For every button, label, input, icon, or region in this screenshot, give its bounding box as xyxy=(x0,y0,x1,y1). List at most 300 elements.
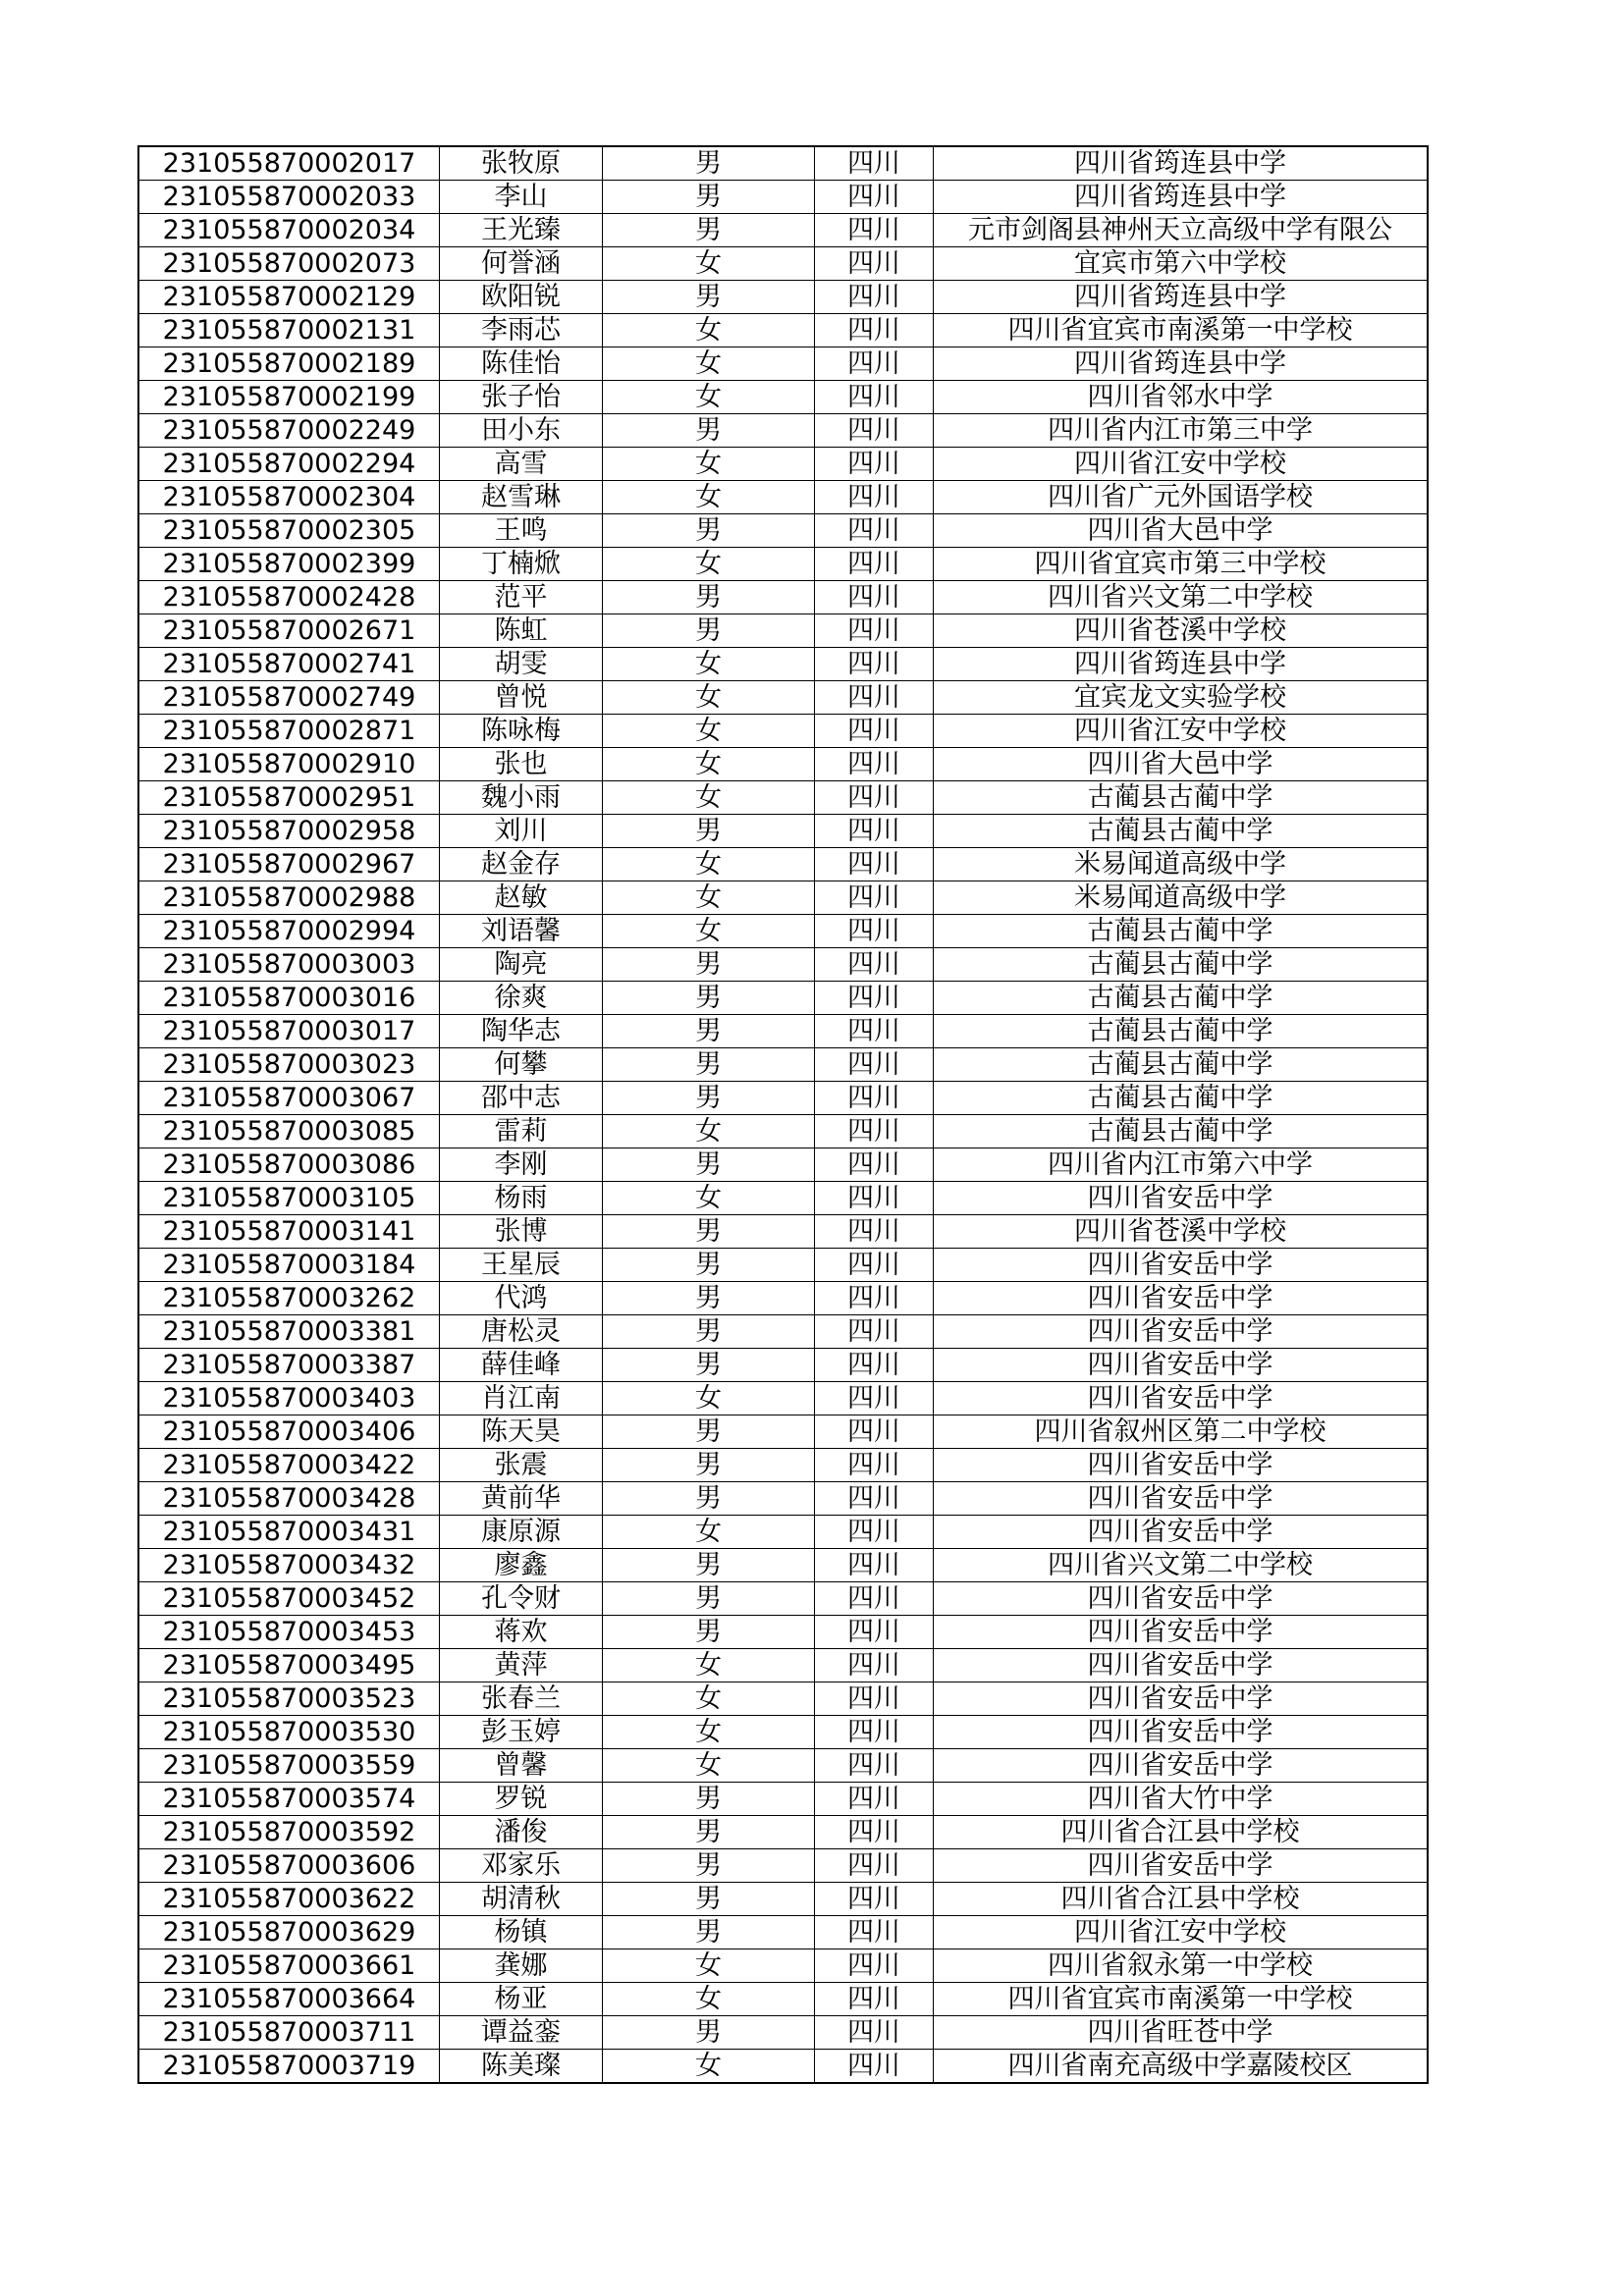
school-name-cell: 四川省大邑中学 xyxy=(934,748,1429,781)
gender-cell: 女 xyxy=(603,448,815,481)
candidate-id-cell: 231055870003622 xyxy=(138,1883,440,1916)
candidate-id-cell: 231055870003381 xyxy=(138,1315,440,1349)
student-name-cell: 薛佳峰 xyxy=(440,1349,603,1382)
candidate-id-cell: 231055870003574 xyxy=(138,1783,440,1816)
student-name-cell: 田小东 xyxy=(440,414,603,448)
candidate-id-cell: 231055870002131 xyxy=(138,314,440,347)
student-name-cell: 代鸿 xyxy=(440,1282,603,1315)
school-name-cell: 四川省叙永第一中学校 xyxy=(934,1949,1429,1983)
table-row xyxy=(138,881,1428,915)
student-name-cell: 陈佳怡 xyxy=(440,347,603,381)
province-cell: 四川 xyxy=(815,1015,934,1048)
gender-cell: 女 xyxy=(603,548,815,581)
province-cell: 四川 xyxy=(815,948,934,982)
table-row xyxy=(138,1716,1428,1749)
student-name-cell: 李刚 xyxy=(440,1148,603,1182)
gender-cell: 女 xyxy=(603,347,815,381)
candidate-id-cell: 231055870003017 xyxy=(138,1015,440,1048)
student-name-cell: 陈虹 xyxy=(440,614,603,648)
table-row xyxy=(138,748,1428,781)
table-row xyxy=(138,1249,1428,1282)
school-name-cell: 四川省安岳中学 xyxy=(934,1582,1429,1616)
gender-cell: 女 xyxy=(603,381,815,414)
table-row xyxy=(138,1115,1428,1148)
school-name-cell: 四川省苍溪中学校 xyxy=(934,1215,1429,1249)
gender-cell: 男 xyxy=(603,815,815,848)
province-cell: 四川 xyxy=(815,146,934,181)
table-row xyxy=(138,247,1428,281)
candidate-id-cell: 231055870002189 xyxy=(138,347,440,381)
province-cell: 四川 xyxy=(815,848,934,881)
gender-cell: 男 xyxy=(603,1916,815,1949)
candidate-id-cell: 231055870002073 xyxy=(138,247,440,281)
gender-cell: 男 xyxy=(603,1849,815,1883)
province-cell: 四川 xyxy=(815,915,934,948)
province-cell: 四川 xyxy=(815,1582,934,1616)
gender-cell: 女 xyxy=(603,1516,815,1549)
school-name-cell: 古蔺县古蔺中学 xyxy=(934,781,1429,815)
student-name-cell: 肖江南 xyxy=(440,1382,603,1415)
province-cell: 四川 xyxy=(815,1749,934,1783)
candidate-id-cell: 231055870002988 xyxy=(138,881,440,915)
school-name-cell: 四川省筠连县中学 xyxy=(934,347,1429,381)
student-name-cell: 邵中志 xyxy=(440,1082,603,1115)
candidate-id-cell: 231055870003559 xyxy=(138,1749,440,1783)
school-name-cell: 元市剑阁县神州天立高级中学有限公 xyxy=(934,214,1429,247)
school-name-cell: 四川省安岳中学 xyxy=(934,1849,1429,1883)
table-row xyxy=(138,1649,1428,1682)
candidate-id-cell: 231055870003085 xyxy=(138,1115,440,1148)
gender-cell: 男 xyxy=(603,1148,815,1182)
student-name-cell: 陈美璨 xyxy=(440,2050,603,2084)
student-name-cell: 黄萍 xyxy=(440,1649,603,1682)
gender-cell: 男 xyxy=(603,1315,815,1349)
table-row xyxy=(138,614,1428,648)
table-row xyxy=(138,1582,1428,1616)
candidate-id-cell: 231055870003606 xyxy=(138,1849,440,1883)
school-name-cell: 四川省叙州区第二中学校 xyxy=(934,1415,1429,1449)
student-name-cell: 范平 xyxy=(440,581,603,614)
student-name-cell: 王鸣 xyxy=(440,514,603,548)
gender-cell: 男 xyxy=(603,181,815,214)
gender-cell: 男 xyxy=(603,214,815,247)
table-row xyxy=(138,481,1428,514)
candidate-id-cell: 231055870003661 xyxy=(138,1949,440,1983)
candidate-id-cell: 231055870003664 xyxy=(138,1983,440,2016)
student-name-cell: 胡清秋 xyxy=(440,1883,603,1916)
school-name-cell: 四川省兴文第二中学校 xyxy=(934,581,1429,614)
school-name-cell: 四川省邻水中学 xyxy=(934,381,1429,414)
gender-cell: 女 xyxy=(603,1949,815,1983)
table-row xyxy=(138,948,1428,982)
student-name-cell: 廖鑫 xyxy=(440,1549,603,1582)
candidate-id-cell: 231055870003495 xyxy=(138,1649,440,1682)
candidate-id-cell: 231055870002129 xyxy=(138,281,440,314)
province-cell: 四川 xyxy=(815,214,934,247)
candidate-id-cell: 231055870003016 xyxy=(138,982,440,1015)
table-row xyxy=(138,1215,1428,1249)
gender-cell: 女 xyxy=(603,1115,815,1148)
table-row xyxy=(138,1349,1428,1382)
student-name-cell: 王光臻 xyxy=(440,214,603,247)
school-name-cell: 四川省兴文第二中学校 xyxy=(934,1549,1429,1582)
student-name-cell: 赵敏 xyxy=(440,881,603,915)
table-row xyxy=(138,146,1428,181)
school-name-cell: 四川省安岳中学 xyxy=(934,1682,1429,1716)
gender-cell: 男 xyxy=(603,2016,815,2050)
province-cell: 四川 xyxy=(815,481,934,514)
school-name-cell: 四川省安岳中学 xyxy=(934,1449,1429,1482)
table-row xyxy=(138,815,1428,848)
gender-cell: 女 xyxy=(603,648,815,681)
table-row xyxy=(138,781,1428,815)
school-name-cell: 古蔺县古蔺中学 xyxy=(934,1048,1429,1082)
table-row xyxy=(138,347,1428,381)
student-name-cell: 张震 xyxy=(440,1449,603,1482)
gender-cell: 男 xyxy=(603,514,815,548)
province-cell: 四川 xyxy=(815,1182,934,1215)
table-row xyxy=(138,448,1428,481)
school-name-cell: 四川省宜宾市南溪第一中学校 xyxy=(934,1983,1429,2016)
table-row xyxy=(138,1616,1428,1649)
table-row xyxy=(138,648,1428,681)
table-row xyxy=(138,414,1428,448)
table-row xyxy=(138,381,1428,414)
school-name-cell: 四川省内江市第三中学 xyxy=(934,414,1429,448)
school-name-cell: 四川省筠连县中学 xyxy=(934,181,1429,214)
school-name-cell: 古蔺县古蔺中学 xyxy=(934,1115,1429,1148)
gender-cell: 男 xyxy=(603,1616,815,1649)
student-name-cell: 欧阳锐 xyxy=(440,281,603,314)
province-cell: 四川 xyxy=(815,1048,934,1082)
student-name-cell: 陈咏梅 xyxy=(440,715,603,748)
candidate-id-cell: 231055870002910 xyxy=(138,748,440,781)
gender-cell: 男 xyxy=(603,1482,815,1516)
gender-cell: 男 xyxy=(603,281,815,314)
gender-cell: 女 xyxy=(603,1182,815,1215)
table-row xyxy=(138,715,1428,748)
student-name-cell: 刘川 xyxy=(440,815,603,848)
school-name-cell: 四川省安岳中学 xyxy=(934,1349,1429,1382)
table-row xyxy=(138,681,1428,715)
table-row xyxy=(138,1382,1428,1415)
student-name-cell: 潘俊 xyxy=(440,1816,603,1849)
candidate-id-cell: 231055870002994 xyxy=(138,915,440,948)
candidate-id-cell: 231055870002967 xyxy=(138,848,440,881)
school-name-cell: 四川省安岳中学 xyxy=(934,1749,1429,1783)
table-row xyxy=(138,514,1428,548)
table-row xyxy=(138,1015,1428,1048)
province-cell: 四川 xyxy=(815,715,934,748)
gender-cell: 女 xyxy=(603,314,815,347)
candidate-id-cell: 231055870002017 xyxy=(138,146,440,181)
gender-cell: 女 xyxy=(603,715,815,748)
gender-cell: 男 xyxy=(603,146,815,181)
table-row xyxy=(138,181,1428,214)
province-cell: 四川 xyxy=(815,1883,934,1916)
province-cell: 四川 xyxy=(815,681,934,715)
province-cell: 四川 xyxy=(815,514,934,548)
province-cell: 四川 xyxy=(815,1783,934,1816)
student-name-cell: 雷莉 xyxy=(440,1115,603,1148)
gender-cell: 女 xyxy=(603,2050,815,2084)
school-name-cell: 古蔺县古蔺中学 xyxy=(934,982,1429,1015)
school-name-cell: 四川省安岳中学 xyxy=(934,1716,1429,1749)
gender-cell: 女 xyxy=(603,1749,815,1783)
candidate-id-cell: 231055870003262 xyxy=(138,1282,440,1315)
school-name-cell: 古蔺县古蔺中学 xyxy=(934,948,1429,982)
gender-cell: 男 xyxy=(603,1249,815,1282)
gender-cell: 男 xyxy=(603,414,815,448)
school-name-cell: 古蔺县古蔺中学 xyxy=(934,1082,1429,1115)
province-cell: 四川 xyxy=(815,1983,934,2016)
student-name-cell: 王星辰 xyxy=(440,1249,603,1282)
candidate-id-cell: 231055870003523 xyxy=(138,1682,440,1716)
candidate-id-cell: 231055870003719 xyxy=(138,2050,440,2084)
candidate-id-cell: 231055870002749 xyxy=(138,681,440,715)
table-row xyxy=(138,1182,1428,1215)
candidate-id-cell: 231055870003003 xyxy=(138,948,440,982)
candidate-id-cell: 231055870003422 xyxy=(138,1449,440,1482)
gender-cell: 女 xyxy=(603,681,815,715)
province-cell: 四川 xyxy=(815,1549,934,1582)
province-cell: 四川 xyxy=(815,1249,934,1282)
gender-cell: 女 xyxy=(603,881,815,915)
province-cell: 四川 xyxy=(815,1115,934,1148)
student-name-cell: 丁楠焮 xyxy=(440,548,603,581)
province-cell: 四川 xyxy=(815,448,934,481)
candidate-id-cell: 231055870002034 xyxy=(138,214,440,247)
province-cell: 四川 xyxy=(815,1949,934,1983)
table-row xyxy=(138,214,1428,247)
student-name-cell: 蒋欢 xyxy=(440,1616,603,1649)
province-cell: 四川 xyxy=(815,247,934,281)
school-name-cell: 四川省合江县中学校 xyxy=(934,1816,1429,1849)
candidate-id-cell: 231055870002304 xyxy=(138,481,440,514)
province-cell: 四川 xyxy=(815,1649,934,1682)
table-row xyxy=(138,1849,1428,1883)
table-row xyxy=(138,1883,1428,1916)
student-name-cell: 陈天昊 xyxy=(440,1415,603,1449)
student-name-cell: 杨镇 xyxy=(440,1916,603,1949)
province-cell: 四川 xyxy=(815,381,934,414)
school-name-cell: 四川省大竹中学 xyxy=(934,1783,1429,1816)
table-row xyxy=(138,915,1428,948)
province-cell: 四川 xyxy=(815,414,934,448)
gender-cell: 女 xyxy=(603,1382,815,1415)
province-cell: 四川 xyxy=(815,1916,934,1949)
province-cell: 四川 xyxy=(815,781,934,815)
student-name-cell: 张也 xyxy=(440,748,603,781)
student-name-cell: 赵雪琳 xyxy=(440,481,603,514)
candidate-id-cell: 231055870003432 xyxy=(138,1549,440,1582)
student-name-cell: 何攀 xyxy=(440,1048,603,1082)
student-name-cell: 龚娜 xyxy=(440,1949,603,1983)
school-name-cell: 四川省安岳中学 xyxy=(934,1382,1429,1415)
gender-cell: 男 xyxy=(603,1282,815,1315)
province-cell: 四川 xyxy=(815,1082,934,1115)
gender-cell: 男 xyxy=(603,982,815,1015)
school-name-cell: 四川省安岳中学 xyxy=(934,1516,1429,1549)
table-row xyxy=(138,1082,1428,1115)
province-cell: 四川 xyxy=(815,1682,934,1716)
province-cell: 四川 xyxy=(815,1415,934,1449)
gender-cell: 男 xyxy=(603,1816,815,1849)
table-row xyxy=(138,1682,1428,1716)
student-name-cell: 杨亚 xyxy=(440,1983,603,2016)
school-name-cell: 四川省筠连县中学 xyxy=(934,146,1429,181)
gender-cell: 女 xyxy=(603,748,815,781)
student-name-cell: 李雨芯 xyxy=(440,314,603,347)
table-row xyxy=(138,1816,1428,1849)
roster-table-body xyxy=(138,146,1428,2083)
roster-table xyxy=(137,145,1429,2084)
student-name-cell: 彭玉婷 xyxy=(440,1716,603,1749)
candidate-id-cell: 231055870003431 xyxy=(138,1516,440,1549)
candidate-id-cell: 231055870003403 xyxy=(138,1382,440,1415)
candidate-id-cell: 231055870003530 xyxy=(138,1716,440,1749)
candidate-id-cell: 231055870003023 xyxy=(138,1048,440,1082)
province-cell: 四川 xyxy=(815,1616,934,1649)
table-row xyxy=(138,314,1428,347)
student-name-cell: 唐松灵 xyxy=(440,1315,603,1349)
candidate-id-cell: 231055870002249 xyxy=(138,414,440,448)
school-name-cell: 四川省旺苍中学 xyxy=(934,2016,1429,2050)
student-name-cell: 刘语馨 xyxy=(440,915,603,948)
student-name-cell: 张牧原 xyxy=(440,146,603,181)
student-name-cell: 赵金存 xyxy=(440,848,603,881)
gender-cell: 男 xyxy=(603,1082,815,1115)
candidate-id-cell: 231055870002871 xyxy=(138,715,440,748)
student-name-cell: 高雪 xyxy=(440,448,603,481)
school-name-cell: 古蔺县古蔺中学 xyxy=(934,1015,1429,1048)
province-cell: 四川 xyxy=(815,1449,934,1482)
candidate-id-cell: 231055870003711 xyxy=(138,2016,440,2050)
school-name-cell: 四川省安岳中学 xyxy=(934,1616,1429,1649)
school-name-cell: 四川省南充高级中学嘉陵校区 xyxy=(934,2050,1429,2084)
student-name-cell: 黄前华 xyxy=(440,1482,603,1516)
province-cell: 四川 xyxy=(815,2050,934,2084)
province-cell: 四川 xyxy=(815,748,934,781)
gender-cell: 女 xyxy=(603,915,815,948)
gender-cell: 女 xyxy=(603,1716,815,1749)
candidate-id-cell: 231055870003105 xyxy=(138,1182,440,1215)
table-row xyxy=(138,1983,1428,2016)
province-cell: 四川 xyxy=(815,281,934,314)
school-name-cell: 四川省安岳中学 xyxy=(934,1482,1429,1516)
table-row xyxy=(138,1415,1428,1449)
student-name-cell: 张春兰 xyxy=(440,1682,603,1716)
candidate-id-cell: 231055870002741 xyxy=(138,648,440,681)
gender-cell: 男 xyxy=(603,1048,815,1082)
province-cell: 四川 xyxy=(815,1382,934,1415)
province-cell: 四川 xyxy=(815,1482,934,1516)
school-name-cell: 四川省江安中学校 xyxy=(934,715,1429,748)
candidate-id-cell: 231055870002199 xyxy=(138,381,440,414)
student-name-cell: 谭益銮 xyxy=(440,2016,603,2050)
school-name-cell: 古蔺县古蔺中学 xyxy=(934,915,1429,948)
school-name-cell: 四川省合江县中学校 xyxy=(934,1883,1429,1916)
candidate-id-cell: 231055870003184 xyxy=(138,1249,440,1282)
candidate-id-cell: 231055870003452 xyxy=(138,1582,440,1616)
gender-cell: 男 xyxy=(603,1015,815,1048)
school-name-cell: 米易闻道高级中学 xyxy=(934,881,1429,915)
table-row xyxy=(138,1783,1428,1816)
candidate-id-cell: 231055870002951 xyxy=(138,781,440,815)
province-cell: 四川 xyxy=(815,1282,934,1315)
candidate-id-cell: 231055870003453 xyxy=(138,1616,440,1649)
table-row xyxy=(138,848,1428,881)
school-name-cell: 四川省安岳中学 xyxy=(934,1182,1429,1215)
table-row xyxy=(138,1549,1428,1582)
school-name-cell: 四川省安岳中学 xyxy=(934,1315,1429,1349)
school-name-cell: 四川省大邑中学 xyxy=(934,514,1429,548)
province-cell: 四川 xyxy=(815,982,934,1015)
student-name-cell: 张博 xyxy=(440,1215,603,1249)
candidate-id-cell: 231055870003141 xyxy=(138,1215,440,1249)
gender-cell: 女 xyxy=(603,848,815,881)
gender-cell: 女 xyxy=(603,781,815,815)
student-name-cell: 胡雯 xyxy=(440,648,603,681)
gender-cell: 女 xyxy=(603,1649,815,1682)
gender-cell: 男 xyxy=(603,1783,815,1816)
candidate-id-cell: 231055870002305 xyxy=(138,514,440,548)
table-row xyxy=(138,1949,1428,1983)
table-row xyxy=(138,1749,1428,1783)
school-name-cell: 四川省安岳中学 xyxy=(934,1649,1429,1682)
gender-cell: 男 xyxy=(603,1582,815,1616)
province-cell: 四川 xyxy=(815,1816,934,1849)
candidate-id-cell: 231055870003086 xyxy=(138,1148,440,1182)
student-name-cell: 张子怡 xyxy=(440,381,603,414)
school-name-cell: 宜宾市第六中学校 xyxy=(934,247,1429,281)
gender-cell: 男 xyxy=(603,1415,815,1449)
province-cell: 四川 xyxy=(815,881,934,915)
candidate-id-cell: 231055870002958 xyxy=(138,815,440,848)
school-name-cell: 四川省宜宾市第三中学校 xyxy=(934,548,1429,581)
student-name-cell: 魏小雨 xyxy=(440,781,603,815)
gender-cell: 女 xyxy=(603,1983,815,2016)
student-name-cell: 罗锐 xyxy=(440,1783,603,1816)
province-cell: 四川 xyxy=(815,614,934,648)
table-row xyxy=(138,1048,1428,1082)
gender-cell: 男 xyxy=(603,1883,815,1916)
province-cell: 四川 xyxy=(815,815,934,848)
table-row xyxy=(138,1449,1428,1482)
candidate-id-cell: 231055870003406 xyxy=(138,1415,440,1449)
gender-cell: 女 xyxy=(603,1682,815,1716)
table-row xyxy=(138,1315,1428,1349)
student-name-cell: 杨雨 xyxy=(440,1182,603,1215)
province-cell: 四川 xyxy=(815,347,934,381)
table-row xyxy=(138,2050,1428,2084)
province-cell: 四川 xyxy=(815,1849,934,1883)
candidate-id-cell: 231055870002294 xyxy=(138,448,440,481)
table-row xyxy=(138,1916,1428,1949)
table-row xyxy=(138,2016,1428,2050)
school-name-cell: 四川省广元外国语学校 xyxy=(934,481,1429,514)
province-cell: 四川 xyxy=(815,581,934,614)
province-cell: 四川 xyxy=(815,1349,934,1382)
student-name-cell: 孔令财 xyxy=(440,1582,603,1616)
table-row xyxy=(138,1482,1428,1516)
province-cell: 四川 xyxy=(815,181,934,214)
candidate-id-cell: 231055870003387 xyxy=(138,1349,440,1382)
candidate-id-cell: 231055870003067 xyxy=(138,1082,440,1115)
gender-cell: 男 xyxy=(603,948,815,982)
candidate-id-cell: 231055870003592 xyxy=(138,1816,440,1849)
province-cell: 四川 xyxy=(815,1716,934,1749)
